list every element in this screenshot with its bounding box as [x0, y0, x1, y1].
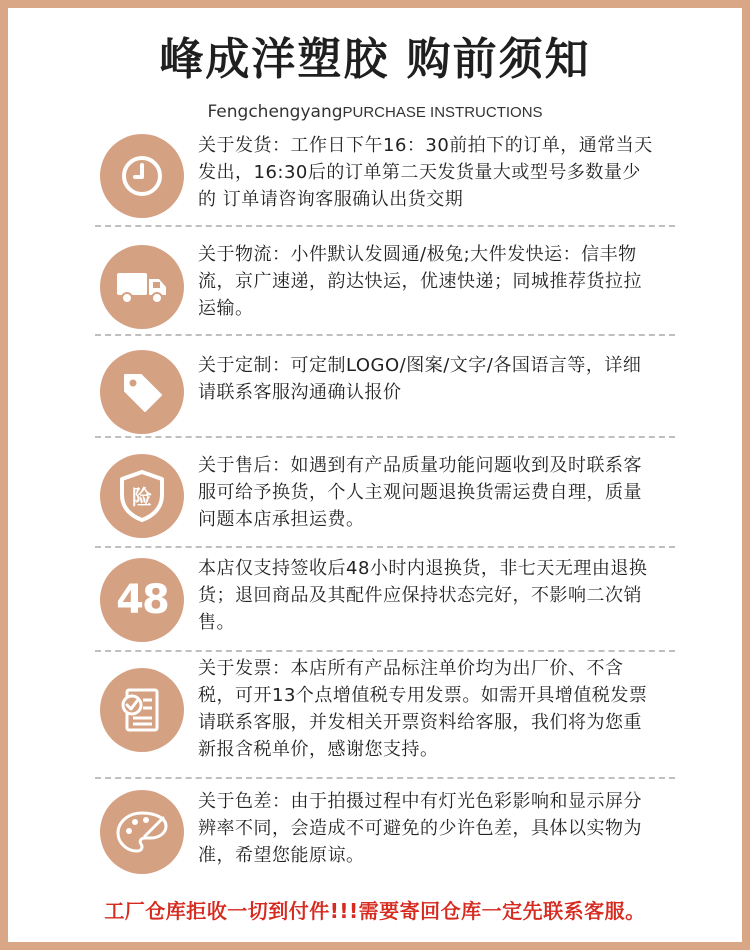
divider — [95, 777, 675, 779]
insurance-shield-icon — [100, 454, 184, 538]
page-title: 峰成洋塑胶 购前须知 — [159, 34, 591, 85]
price-tag-icon — [100, 350, 184, 434]
info-text-color-difference: 关于色差：由于拍摄过程中有灯光色彩影响和显示屏分辨率不同，会造成不可避免的少许色差，具体以实物为准，希望您能原谅。 — [198, 791, 642, 866]
divider — [95, 546, 675, 548]
page-subtitle — [0, 100, 750, 125]
divider — [95, 225, 675, 227]
info-text-shipping: 关于发货：工作日下午16：30前拍下的订单，通常当天发出，16:30后的订单第二天发货量大或型号多数量少的 订单请咨询客服确认出货交期 — [198, 135, 653, 210]
subtitle-caps: PURCHASE INSTRUCTIONS — [342, 104, 543, 121]
48-hours-icon — [100, 558, 184, 642]
divider — [95, 436, 675, 438]
divider — [95, 334, 675, 336]
48-hours-label: 48 — [116, 577, 168, 623]
return-notice: 工厂仓库拒收一切到付件!!!需要寄回仓库一定先联系客服。 — [104, 899, 646, 923]
insurance-shield-char: 险 — [132, 485, 152, 509]
clock-icon — [100, 134, 184, 218]
info-text-after-sales: 关于售后：如遇到有产品质量功能问题收到及时联系客服可给予换货，个人主观问题退换货需运费自理，质量问题本店承担运费。 — [198, 455, 642, 530]
invoice-document-icon — [100, 668, 184, 752]
subtitle-brand: Fengchengyang — [207, 102, 343, 122]
color-palette-icon — [100, 790, 184, 874]
divider — [95, 650, 675, 652]
info-text-logistics: 关于物流：小件默认发圆通/极兔;大件发快运：信丰物流，京广速递，韵达快运，优速快递；同城推荐货拉拉运输。 — [198, 244, 642, 319]
info-text-returns: 本店仅支持签收后48小时内退换货，非七天无理由退换货；退回商品及其配件应保持状态完好，不影响二次销售。 — [198, 558, 648, 633]
truck-icon — [100, 245, 184, 329]
info-text-customization: 关于定制：可定制LOGO/图案/文字/各国语言等，详细请联系客服沟通确认报价 — [198, 355, 642, 403]
info-text-invoice: 关于发票：本店所有产品标注单价均为出厂价、不含税，可开13个点增值税专用发票。如需开具增值税发票请联系客服，并发相关开票资料给客服，我们将为您重新报含税单价，感谢您支持。 — [198, 658, 648, 760]
